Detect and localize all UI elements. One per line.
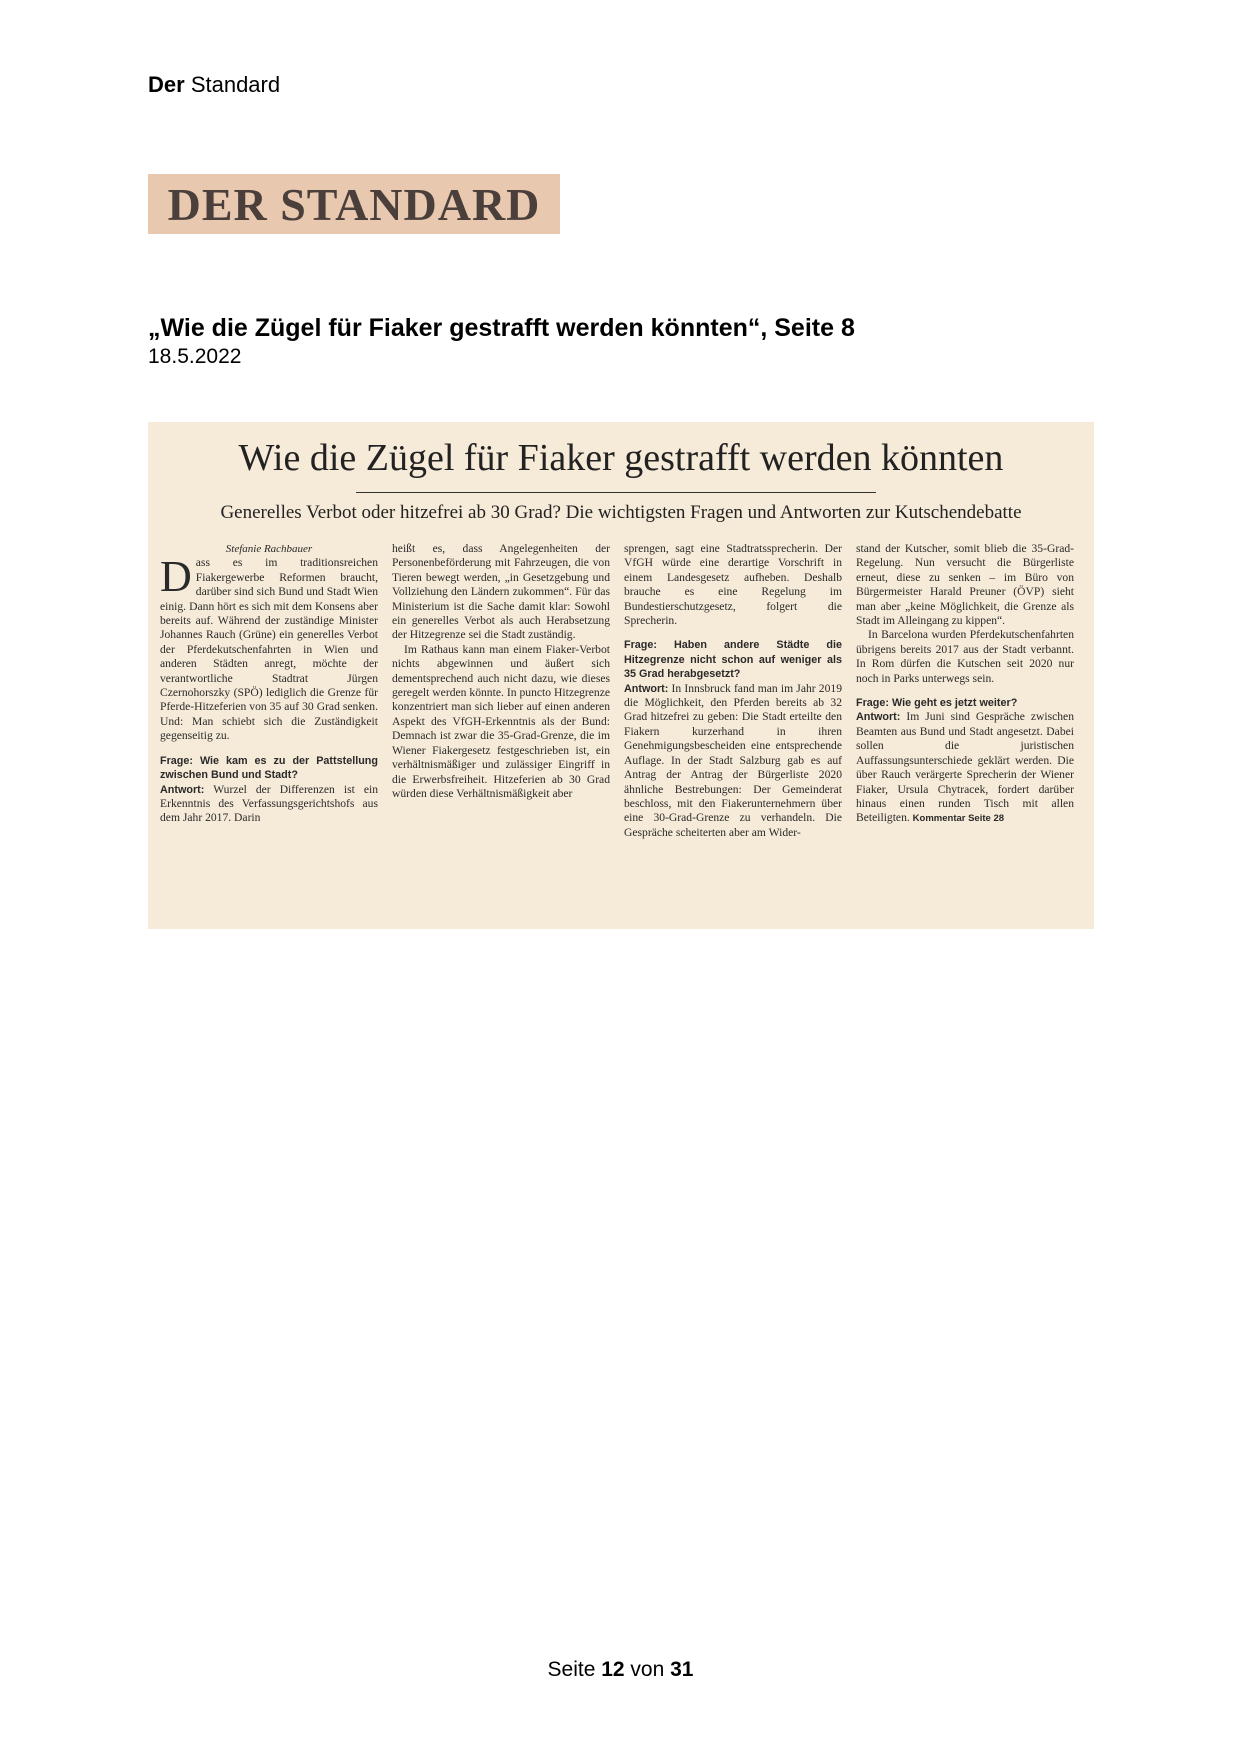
column-1-paragraph-1-text: ass es im traditionsreichen Fiakergewerbe Reformen braucht, darüber sind sich Bund und Stadt Wien einig. Dann hört es sich mit dem Konsens aber bereits auf. Während der zuständige Minister Johannes Rauch (Grüne) ein generelles Verbot der Pferdekutschenfahrten in Wien und anderen Städten anregt, möchte der verantwortliche Stadtrat Jürgen Czernohorszky (SPÖ) lediglich die Grenze für Pferde-Hitzeferien von 35 auf 30 Grad senken. Und: Man schiebt sich die Zuständigkeit gegenseitig zu. (160, 556, 378, 743)
answer-label: Antwort: (624, 682, 669, 695)
newspaper-logo-text: DER STANDARD (167, 178, 541, 230)
question-2: Frage: Haben andere Städte die Hitzegrenze nicht schon auf weniger als 35 Grad herabgesetzt? (624, 639, 842, 681)
source-name-bold: Der (148, 72, 185, 97)
newspaper-logo (148, 174, 560, 234)
comment-reference: Kommentar Seite 28 (912, 813, 1005, 825)
footer-prefix: Seite (547, 1658, 602, 1681)
article-column-1 (160, 542, 378, 924)
column-2-paragraph-1: heißt es, dass Angelegenheiten der Personenbeförderung mit Fahrzeugen, die von Tieren bewegt werden, „in Gesetzgebung und Vollziehung den Ländern zukommen“. Für das Ministerium ist die Sache damit klar: Sowohl ein generelles Verbot als auch Herabsetzung der Hitzegrenze sei die Stadt zuständig. (392, 542, 610, 642)
article-column-2 (392, 542, 610, 924)
answer-label: Antwort: (160, 783, 205, 796)
column-1-paragraph-1 (160, 552, 378, 743)
source-name-rest: Standard (190, 72, 281, 97)
column-4-paragraph-2: In Barcelona wurden Pferdekutschenfahrten übrigens bereits 2017 aus der Stadt verbannt. In Rom dürfen die Kutschen seit 2020 nur noch in Parks unterwegs sein. (856, 628, 1074, 685)
newspaper-clipping (148, 422, 1094, 929)
drop-cap: D (160, 552, 192, 602)
question-3: Frage: Wie geht es jetzt weiter? (856, 697, 1018, 710)
column-2-paragraph-2: Im Rathaus kann man einem Fiaker-Verbot nichts abgewinnen und äußert sich dementsprechend auch nicht dazu, wie dieses geregelt werden könnte. In puncto Hitzegrenze konzentriert man sich lieber auf einen anderen Aspekt des VfGH-Erkenntnis als der Bund: Demnach ist zwar die 35-Grad-Grenze, die im Wiener Fiakergesetz festgeschrieben ist, ein verhältnismäßiger und zulässiger Eingriff in die Erwerbsfreiheit. Hitzeferien ab 30 Grad würden diese Verhältnismäßigkeit aber (392, 642, 610, 800)
byline: Stefanie Rachbauer (225, 543, 313, 555)
answer-3 (856, 710, 1074, 826)
article-column-3 (624, 542, 842, 924)
answer-1 (160, 783, 378, 826)
article-column-4 (856, 542, 1074, 924)
column-4-paragraph-1: stand der Kutscher, somit blieb die 35-Grad-Regelung. Nun versucht die Bürgerliste erneut, diese zu senken – im Büro von Bürgermeister Harald Preuner (ÖVP) sieht man aber „keine Möglichkeit, die Grenze als Stadt im Alleingang zu kippen“. (856, 542, 1074, 628)
total-page-count: 31 (670, 1658, 694, 1681)
question-1: Frage: Wie kam es zu der Pattstellung zwischen Bund und Stadt? (160, 754, 378, 782)
answer-2 (624, 682, 842, 840)
clipping-headline: Wie die Zügel für Fiaker gestrafft werden könnten (238, 437, 1004, 479)
page-footer (0, 1658, 1241, 1682)
clipping-subheadline: Generelles Verbot oder hitzefrei ab 30 Grad? Die wichtigsten Fragen und Antworten zur Kutschendebatte (220, 502, 1022, 523)
current-page-number: 12 (601, 1658, 625, 1681)
answer-3-text: Im Juni sind Gespräche zwischen Beamten aus Bund und Stadt angesetzt. Dabei sollen die juristischen Auffassungsunterschiede geklärt werden. Die über Rauch verärgerte Sprecherin der Wiener Fiaker, Ursula Chytracek, fordert darüber hinaus einen runden Tisch mit allen Beteiligten. (856, 710, 1074, 825)
answer-label: Antwort: (856, 711, 901, 724)
answer-2-text: In Innsbruck fand man im Jahr 2019 die Möglichkeit, den Pferden bereits ab 32 Grad hitzefrei zu geben: Die Stadt erteilte den Fiakern kurzerhand in ihren Genehmigungsbescheiden eine entsprechende Auflage. In der Stadt Salzburg gab es auf Antrag der Antrag der Bürgerliste 2020 ähnliche Bestrebungen: Der Gemeinderat beschloss, mit den Fiakerunternehmern über eine 30-Grad-Grenze zu verhandeln. Die Gespräche scheiterten aber am Wider- (624, 681, 842, 839)
source-header (148, 72, 280, 98)
article-title: „Wie die Zügel für Fiaker gestrafft werden könnten“, Seite 8 (148, 314, 855, 342)
headline-rule (356, 492, 876, 493)
column-3-paragraph-1: sprengen, sagt eine Stadtratssprecherin. Der VfGH würde eine derartige Vorschrift in einem Landesgesetz aufheben. Deshalb brauche es eine Regelung im Bundestierschutzgesetz, folgert die Sprecherin. (624, 542, 842, 628)
answer-1-text: Wurzel der Differenzen ist ein Erkenntnis des Verfassungsgerichtshofs aus dem Jahr 2017. Darin (160, 782, 378, 825)
article-date: 18.5.2022 (148, 345, 242, 368)
footer-middle: von (624, 1658, 671, 1681)
